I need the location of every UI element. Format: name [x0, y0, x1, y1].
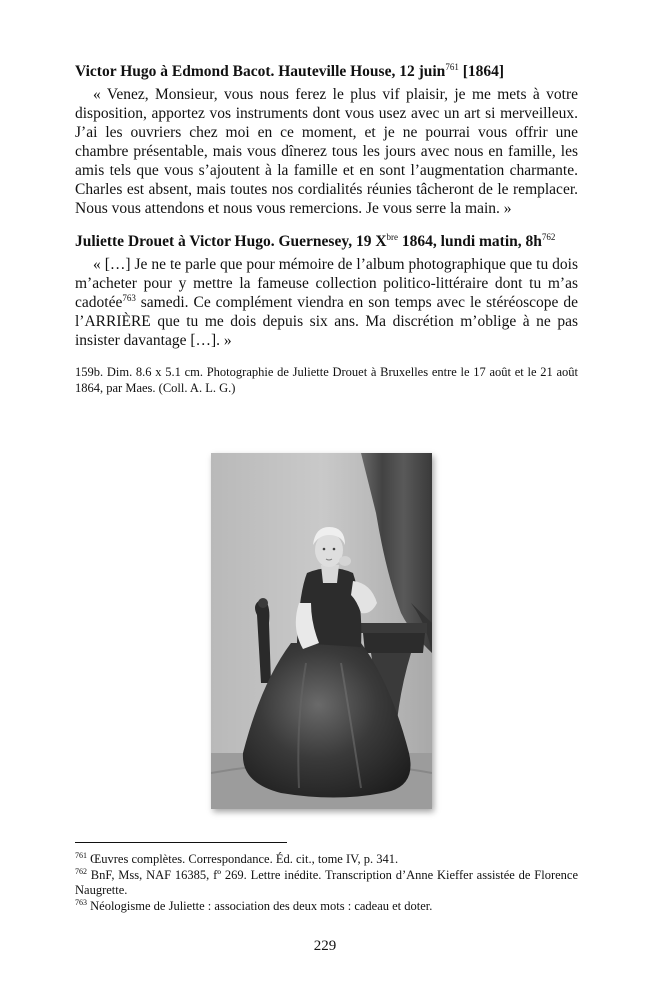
letter2-title-a: Juliette Drouet à Victor Hugo. Guernesey, 19 X: [75, 233, 387, 250]
photo-caption: 159b. Dim. 8.6 x 5.1 cm. Photographie de Juliette Drouet à Bruxelles entre le 17 août et le 21 août 1864, par Maes. (Coll. A. L. G.): [75, 365, 578, 395]
footnote-ref-762[interactable]: 762: [541, 231, 556, 242]
footnote-761: [75, 852, 578, 867]
letter2-title-sup: bre: [386, 231, 399, 242]
footnote-text: BnF, Mss, NAF 16385, fº 269. Lettre inédite. Transcription d’Anne Kieffer assistée de Florence Naugrette.: [75, 868, 578, 897]
footnote-number: 761: [75, 850, 87, 860]
letter1-title-year: [1864]: [458, 63, 505, 80]
letter2-heading: [75, 232, 578, 251]
footnote-ref-763[interactable]: 763: [122, 292, 136, 303]
letter2-title-b: 1864, lundi matin, 8h: [398, 233, 542, 250]
footnote-number: 763: [75, 897, 87, 907]
footnote-763: [75, 899, 578, 914]
letter2-body-a: « […] Je ne te parle que pour mémoire de l’album photographique que tu dois m’acheter pour y mettre la fameuse collection politico-littéraire dont tu m’as cadotée: [75, 256, 578, 311]
footnote-number: 762: [75, 866, 87, 876]
page-body: [75, 62, 578, 396]
letter1-heading: [75, 62, 578, 81]
portrait-photograph: [211, 453, 432, 809]
footnote-text: Néologisme de Juliette : association des deux mots : cadeau et doter.: [87, 899, 433, 913]
footnote-separator: [75, 842, 287, 843]
letter2-body: [75, 255, 578, 350]
letter1-title: Victor Hugo à Edmond Bacot. Hauteville House, 12 juin: [75, 63, 446, 80]
footnotes: [75, 852, 578, 915]
footnote-text: Œuvres complètes. Correspondance. Éd. cit., tome IV, p. 341.: [87, 852, 399, 866]
portrait-image: [211, 453, 432, 809]
footnote-ref-761[interactable]: 761: [445, 61, 459, 72]
letter1-body: « Venez, Monsieur, vous nous ferez le plus vif plaisir, je me mets à votre disposition, apportez vos instruments dont vous usez avec un art si merveilleux. J’ai les ouvriers chez moi en ce moment, et je ne pourrai vous offrir une chambre présentable, mais vous dînerez tous les jours avec nous en famille, les amis tels que vous s’ajoutent à la famille et en sont l’augmentation charmante. Charles est absent, mais toutes nos cordialités réunies tâcheront de le remplacer. Nous vous attendons et nous vous remercions. Je vous serre la main. »: [75, 86, 578, 217]
page-number: 229: [313, 938, 337, 954]
footnote-762: [75, 868, 578, 898]
letter2-body-b: samedi. Ce complément viendra en son temps avec le stéréoscope de l’ARRIÈRE que tu me dois depuis six ans. Ma discrétion m’oblige à ne pas insister davantage […]. »: [75, 294, 578, 349]
